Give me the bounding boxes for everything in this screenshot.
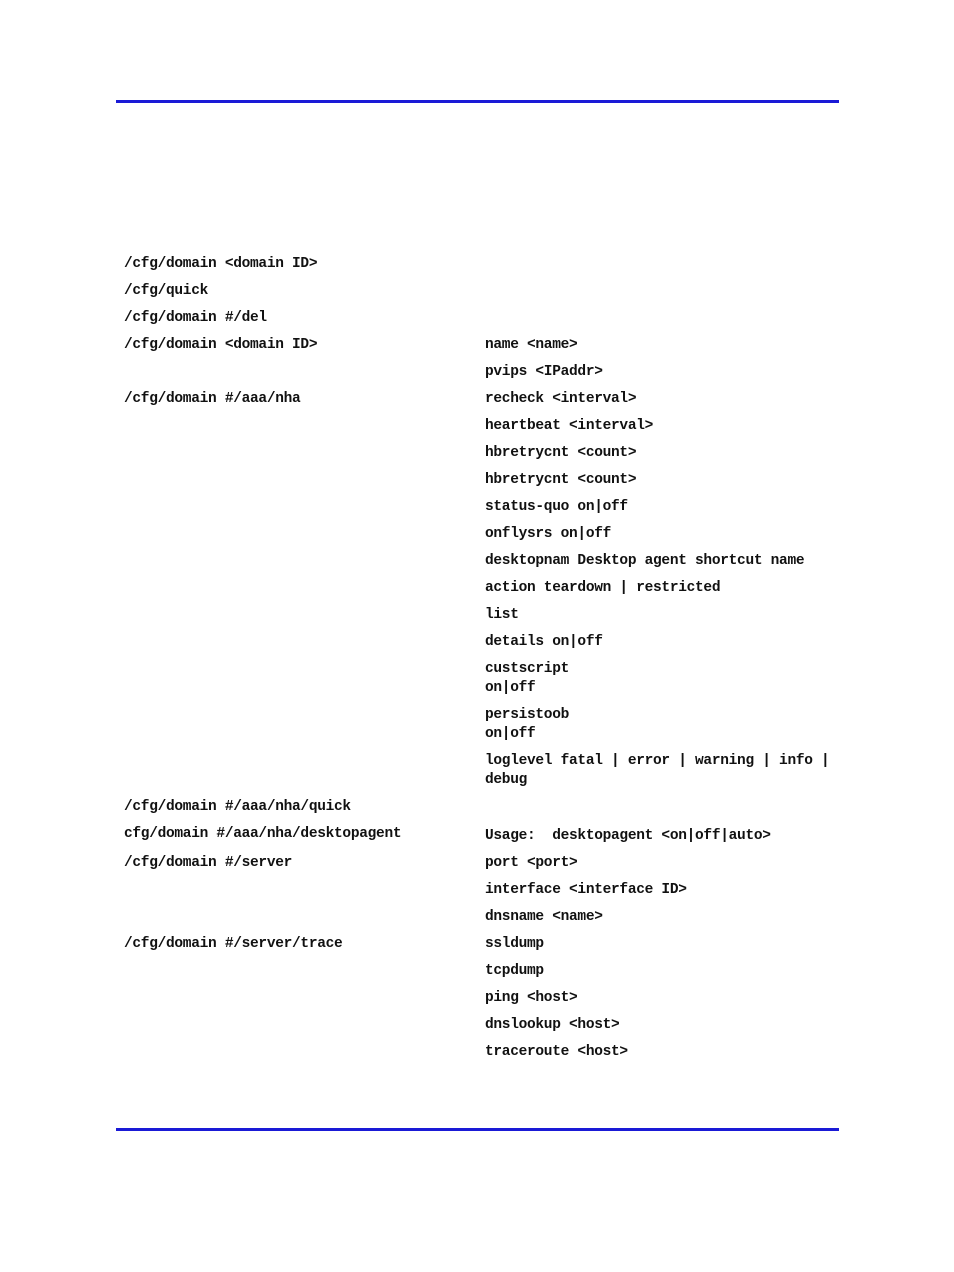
command-parameter: custscript on|off bbox=[485, 661, 570, 696]
table-row bbox=[124, 908, 839, 927]
command-path: /cfg/domain <domain ID> bbox=[124, 337, 318, 353]
command-path: /cfg/domain #/del bbox=[124, 310, 267, 326]
command-path: cfg/domain #/aaa/nha/desktopagent bbox=[124, 826, 402, 842]
table-row bbox=[124, 525, 839, 544]
table-row bbox=[124, 989, 839, 1008]
header-rule bbox=[116, 100, 839, 103]
table-row bbox=[124, 498, 839, 517]
table-row bbox=[124, 752, 839, 790]
table-row bbox=[124, 798, 839, 817]
table-row bbox=[124, 660, 839, 698]
table-row bbox=[124, 471, 839, 490]
table-row bbox=[124, 552, 839, 571]
table-row bbox=[124, 1043, 839, 1062]
command-parameter: tcpdump bbox=[485, 963, 544, 979]
command-parameter: heartbeat <interval> bbox=[485, 418, 654, 434]
table-row bbox=[124, 579, 839, 598]
command-path: /cfg/domain <domain ID> bbox=[124, 256, 318, 272]
footer-rule bbox=[116, 1128, 839, 1131]
command-parameter: dnsname <name> bbox=[485, 909, 603, 925]
command-path: /cfg/domain #/aaa/nha/quick bbox=[124, 799, 351, 815]
table-row bbox=[124, 417, 839, 436]
command-parameter: dnslookup <host> bbox=[485, 1017, 620, 1033]
table-row bbox=[124, 390, 839, 409]
command-parameter: Usage: desktopagent <on|off|auto> bbox=[485, 828, 771, 844]
command-parameter: interface <interface ID> bbox=[485, 882, 687, 898]
command-parameter: port <port> bbox=[485, 855, 578, 871]
table-row bbox=[124, 1016, 839, 1035]
table-row bbox=[124, 881, 839, 900]
table-row bbox=[124, 363, 839, 382]
command-parameter: traceroute <host> bbox=[485, 1044, 628, 1060]
command-reference-table bbox=[124, 255, 839, 1070]
command-parameter: onflysrs on|off bbox=[485, 526, 612, 542]
command-parameter: status-quo on|off bbox=[485, 499, 628, 515]
command-parameter: action teardown | restricted bbox=[485, 580, 721, 596]
table-row bbox=[124, 309, 839, 328]
command-parameter: details on|off bbox=[485, 634, 603, 650]
table-row bbox=[124, 825, 839, 846]
command-parameter: name <name> bbox=[485, 337, 578, 353]
command-path: /cfg/domain #/server/trace bbox=[124, 936, 343, 952]
table-row bbox=[124, 706, 839, 744]
command-parameter: loglevel fatal | error | warning | info | debug bbox=[485, 753, 838, 788]
table-row bbox=[124, 935, 839, 954]
table-row bbox=[124, 255, 839, 274]
table-row bbox=[124, 444, 839, 463]
table-row bbox=[124, 336, 839, 355]
command-parameter: pvips <IPaddr> bbox=[485, 364, 603, 380]
command-parameter: ping <host> bbox=[485, 990, 578, 1006]
command-parameter: recheck <interval> bbox=[485, 391, 637, 407]
command-parameter: ssldump bbox=[485, 936, 544, 952]
table-row bbox=[124, 633, 839, 652]
table-row bbox=[124, 854, 839, 873]
table-row bbox=[124, 962, 839, 981]
command-path: /cfg/domain #/aaa/nha bbox=[124, 391, 301, 407]
command-path: /cfg/quick bbox=[124, 283, 209, 299]
table-row bbox=[124, 606, 839, 625]
table-row bbox=[124, 282, 839, 301]
command-parameter: persistoob on|off bbox=[485, 707, 570, 742]
command-parameter: list bbox=[485, 607, 519, 623]
command-parameter: desktopnam Desktop agent shortcut name bbox=[485, 553, 805, 569]
command-parameter: hbretrycnt <count> bbox=[485, 472, 637, 488]
command-parameter: hbretrycnt <count> bbox=[485, 445, 637, 461]
command-path: /cfg/domain #/server bbox=[124, 855, 293, 871]
